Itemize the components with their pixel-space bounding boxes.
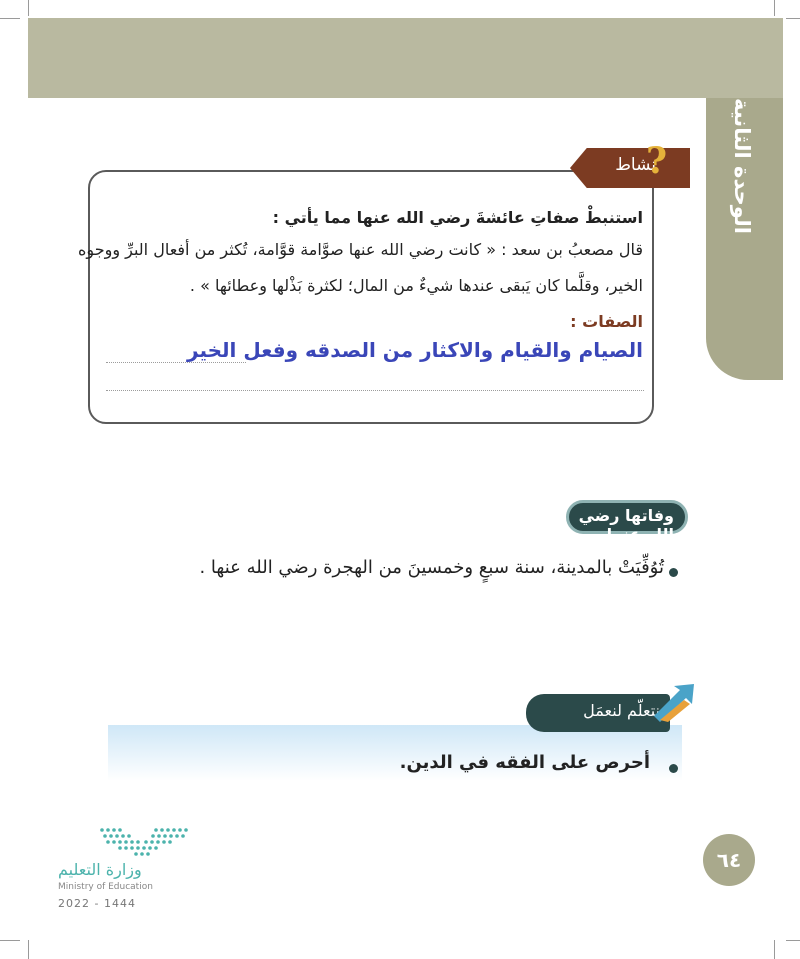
activity-passage-line-1: قال مصعبُ بن سعد : « كانت رضي الله عنها صوَّامة قوَّامة، تُكثر من أفعال البرِّ ووجوه: [78, 240, 643, 259]
learn-title: نتعلّم لنعمَل: [583, 701, 660, 720]
ministry-name-arabic: وزارة التعليم: [58, 860, 142, 879]
unit-title: الوحدة الثانية: [730, 98, 754, 234]
death-text: تُوُفِّيَتْ بالمدينة، سنة سبعٍ وخمسينَ من الهجرة رضي الله عنها .: [199, 557, 664, 578]
ministry-logo-icon: [96, 826, 190, 856]
answer-line-2: [106, 390, 644, 391]
activity-tab-label: نشاط: [615, 155, 656, 175]
page-number: ٦٤: [716, 848, 742, 872]
bullet-icon: [669, 764, 678, 773]
learn-text: أحرص على الفقه في الدين.: [399, 752, 650, 773]
crop-mark: [786, 940, 800, 941]
crop-mark: [774, 0, 775, 16]
header-banner: [28, 18, 783, 98]
crop-mark: [786, 18, 800, 19]
activity-tab: [570, 148, 690, 188]
crop-mark: [28, 940, 29, 959]
handwritten-answer[interactable]: الصيام والقيام والاكثار من الصدقه وفعل الخير: [187, 338, 643, 362]
crop-mark: [0, 18, 20, 19]
death-section-title: وفاتها رضي الله عنها: [578, 506, 674, 544]
crop-mark: [0, 940, 20, 941]
arrow-icon: [650, 682, 698, 722]
answer-label: الصفات :: [570, 312, 643, 331]
activity-passage-line-2: الخير، وقلَّما كان يَبقى عندها شيءٌ من المال؛ لكثرة بَذْلها وعطائها » .: [189, 276, 643, 295]
crop-mark: [28, 0, 29, 16]
ministry-name-english: Ministry of Education: [58, 882, 153, 892]
answer-line-1: [106, 362, 246, 363]
crop-mark: [774, 940, 775, 959]
edition-year: 2022 - 1444: [58, 897, 136, 910]
activity-question: استنبطْ صفاتِ عائشةَ رضي الله عنها مما يأتي :: [272, 208, 643, 227]
question-mark-icon: ?: [646, 140, 668, 182]
bullet-icon: [669, 568, 678, 577]
